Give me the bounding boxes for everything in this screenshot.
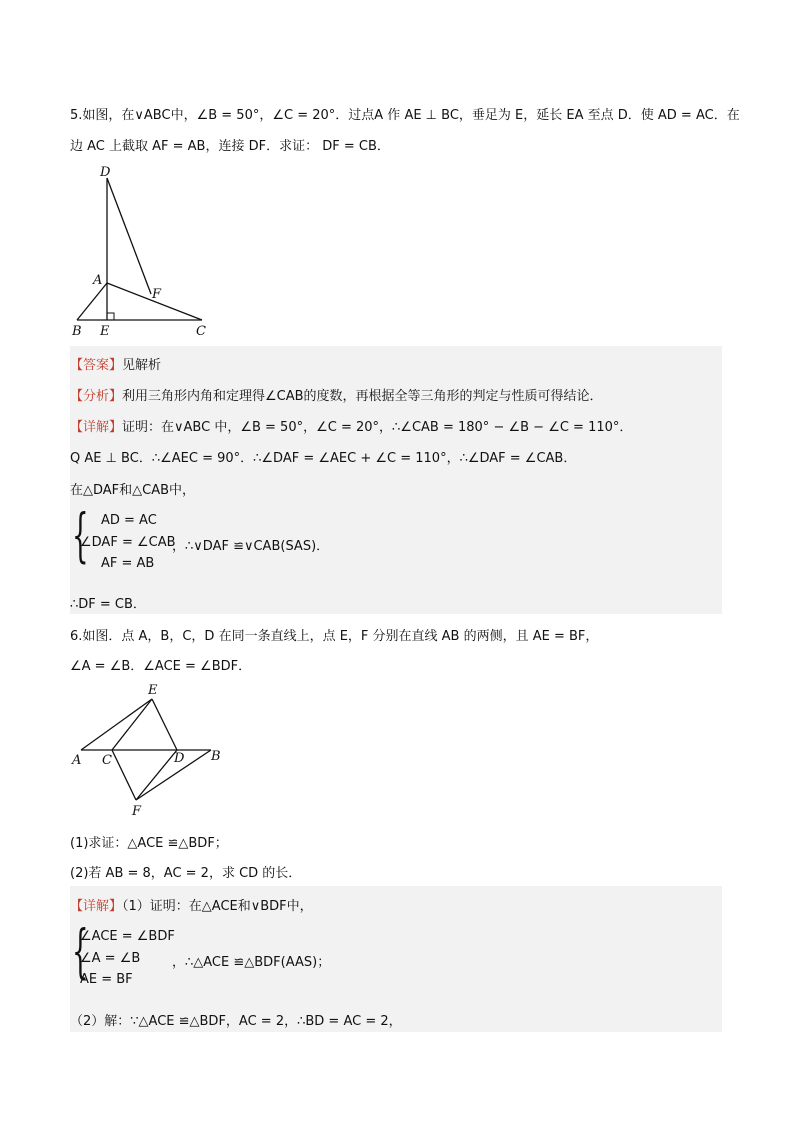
p5-detail-line2: Q AE ⊥ BC．∴∠AEC = 90°．∴∠DAF = ∠AEC + ∠C = 110°，∴∠DAF = ∠CAB． xyxy=(70,451,577,466)
p5-label-F: F xyxy=(152,287,162,302)
p5-right-angle-mark xyxy=(107,313,114,320)
p5-label-E: E xyxy=(100,324,110,339)
p6-statement-line1: 6.如图．点 A，B，C，D 在同一条直线上，点 E，F 分别在直线 AB 的两侧，且 AE = BF， xyxy=(70,629,599,644)
p5-statement-line1: 5.如图，在∨ABC中，∠B = 50°，∠C = 20°．过点A 作 AE ⊥ BC，垂足为 E，延长 EA 至点 D．使 AD = AC．在 xyxy=(70,108,740,123)
p5-label-A: A xyxy=(93,273,103,288)
p5-seg-AB xyxy=(77,283,107,320)
p6-seg-DF xyxy=(136,750,177,800)
p6-figure xyxy=(68,682,228,822)
p6-detail-line1 xyxy=(70,895,313,914)
p5-system-eq2: ∠DAF = ∠CAB xyxy=(80,535,176,550)
p5-system-brace: { xyxy=(72,501,89,569)
p6-seg-AE xyxy=(81,699,152,750)
p6-system-conclusion: ，∴△ACE ≌△BDF(AAS)； xyxy=(172,955,331,970)
p6-detail-tag: 【详解】 xyxy=(70,899,123,914)
p6-label-A: A xyxy=(72,753,82,768)
p6-system-eq2: ∠A = ∠B xyxy=(80,951,141,966)
p6-seg-DE xyxy=(152,699,177,750)
p6-system-eq3: AE = BF xyxy=(80,972,133,987)
p6-detail-line2: （2）解：∵△ACE ≌△BDF，AC = 2，∴BD = AC = 2， xyxy=(70,1014,402,1029)
p5-answer-line xyxy=(70,354,161,373)
p6-label-D: D xyxy=(174,751,185,766)
p5-answer-text: 见解析 xyxy=(122,358,162,373)
p6-label-C: C xyxy=(102,753,112,768)
p5-label-B: B xyxy=(72,324,82,339)
p5-system-eq1: AD = AC xyxy=(101,513,157,528)
p5-seg-DF xyxy=(107,178,151,294)
p6-statement-line2: ∠A = ∠B．∠ACE = ∠BDF． xyxy=(70,659,252,674)
p6-seg-CE xyxy=(112,699,152,750)
p5-figure xyxy=(60,160,230,340)
p6-label-E: E xyxy=(148,683,158,698)
p5-system-conclusion: ，∴∨DAF ≌∨CAB(SAS)． xyxy=(172,539,330,554)
p5-answer-tag: 【答案】 xyxy=(70,358,123,373)
p5-detail-line3: 在△DAF和△CAB中， xyxy=(70,483,196,498)
p5-label-C: C xyxy=(196,324,206,339)
p6-question1: (1)求证：△ACE ≌△BDF； xyxy=(70,836,228,851)
p5-detail-line1 xyxy=(70,416,632,435)
p6-question2: (2)若 AB = 8，AC = 2，求 CD 的长． xyxy=(70,866,302,881)
p5-detail-tag: 【详解】 xyxy=(70,420,123,435)
p6-seg-CF xyxy=(112,750,136,800)
p5-analysis-tag: 【分析】 xyxy=(70,389,123,404)
p6-label-F: F xyxy=(132,804,142,819)
p5-analysis-text: 利用三角形内角和定理得∠CAB的度数，再根据全等三角形的判定与性质可得结论． xyxy=(122,389,603,404)
p6-detail-text1: （1）证明：在△ACE和∨BDF中， xyxy=(122,899,313,914)
p5-label-D: D xyxy=(100,165,111,180)
p6-label-B: B xyxy=(211,749,221,764)
p6-system-eq1: ∠ACE = ∠BDF xyxy=(80,929,175,944)
p5-conclusion: ∴DF = CB． xyxy=(70,597,146,612)
p5-statement-line2: 边 AC 上截取 AF = AB，连接 DF．求证： DF = CB． xyxy=(70,139,390,154)
p5-detail-text1: 证明：在∨ABC 中，∠B = 50°，∠C = 20°，∴∠CAB = 180° − ∠B − ∠C = 110°． xyxy=(122,420,633,435)
p5-system-eq3: AF = AB xyxy=(101,556,155,571)
p5-analysis-line xyxy=(70,385,603,404)
p6-system-brace: { xyxy=(72,917,89,985)
